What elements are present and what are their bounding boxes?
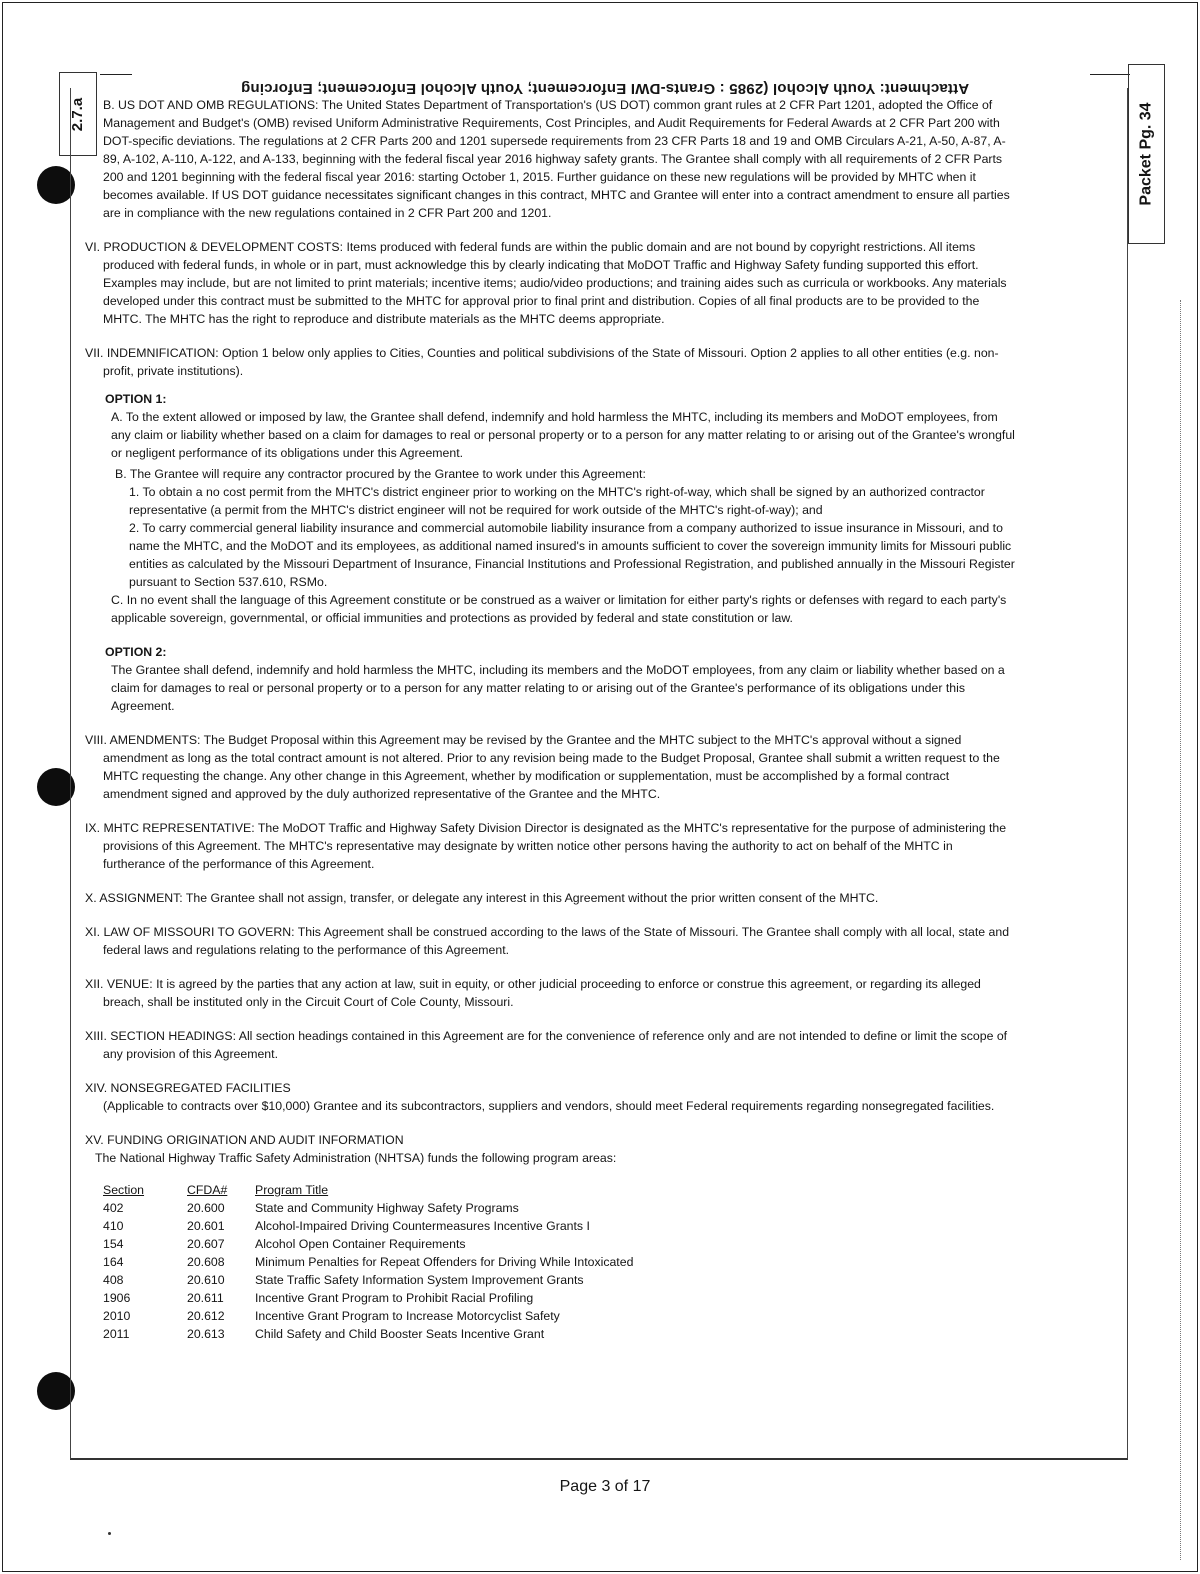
table-cell-program: Minimum Penalties for Repeat Offenders for Driving While Intoxicated bbox=[255, 1255, 634, 1269]
table-cell-cfda: 20.608 bbox=[187, 1255, 225, 1269]
option-1-title: OPTION 1: bbox=[105, 392, 167, 406]
table-header-row bbox=[103, 1181, 633, 1199]
section-vii-indemnification bbox=[85, 344, 1015, 715]
section-viii-amendments: VIII. AMENDMENTS: The Budget Proposal within this Agreement may be revised by the Grantee and the MHTC subject to the MHTC's approval without a signed amendment as long as the total contract amount is not altered. Prior to any revision being made to the Budget Proposal, Grantee shall submit a written request to the MHTC requesting the change. Any other change in this Agreement, whether by modification or supplementation, must be accomplished by a formal contract amendment signed and approved by the duly authorized representative of the Grantee and the MHTC. bbox=[85, 733, 1000, 801]
section-xiii-headings: XIII. SECTION HEADINGS: All section headings contained in this Agreement are for the convenience of reference only and are not intended to define or limit the scope of any provision of this Agreement. bbox=[85, 1029, 1008, 1061]
table-cell-cfda: 20.600 bbox=[187, 1201, 225, 1215]
section-xiv-nonsegregated bbox=[85, 1079, 1015, 1115]
option-1-b-1: 1. To obtain a no cost permit from the MHTC's district engineer prior to working on the MHTC's right-of-way, which shall be signed by an authorized contractor representative (a permit from the MHTC's district engineer will not be required for work outside of the MHTC's right-of-way); and bbox=[129, 485, 985, 517]
table-row bbox=[103, 1325, 633, 1343]
table-cell-cfda: 20.607 bbox=[187, 1237, 225, 1251]
table-cell-cfda: 20.613 bbox=[187, 1327, 225, 1341]
table-cell-section: 410 bbox=[103, 1219, 124, 1233]
table-cell-section: 402 bbox=[103, 1201, 124, 1215]
table-cell-cfda: 20.610 bbox=[187, 1273, 225, 1287]
option-2-title: OPTION 2: bbox=[105, 645, 167, 659]
section-ix-representative: IX. MHTC REPRESENTATIVE: The MoDOT Traffic and Highway Safety Division Director is designated as the MHTC's representative for the purpose of administering the provisions of this Agreement. The MHTC's representative may designate by written notice other persons having the authority to act on behalf of the MHTC in furtherance of the performance of this Agreement. bbox=[85, 821, 1007, 871]
table-row bbox=[103, 1199, 633, 1217]
scan-edge-dots bbox=[1180, 300, 1186, 1560]
agenda-item-label: 2.7.a bbox=[69, 97, 87, 131]
table-cell-program: Child Safety and Child Booster Seats Incentive Grant bbox=[255, 1327, 545, 1341]
option-1-c: C. In no event shall the language of this Agreement constitute or be construed as a waiver or limitation for either party's rights or defenses with regard to each party's applicable sovereign, governmental, or official immunities and protections as provided by federal and state constitution or law. bbox=[111, 593, 1007, 625]
header-rule-left bbox=[100, 74, 132, 75]
table-cell-program: Alcohol-Impaired Driving Countermeasures Incentive Grants I bbox=[255, 1219, 590, 1233]
table-cell-program: State Traffic Safety Information System Improvement Grants bbox=[255, 1273, 584, 1287]
funding-table bbox=[103, 1181, 633, 1343]
section-x-assignment: X. ASSIGNMENT: The Grantee shall not assign, transfer, or delegate any interest in this Agreement without the prior written consent of the MHTC. bbox=[85, 891, 879, 905]
option-1-b: B. The Grantee will require any contractor procured by the Grantee to work under this Agreement: bbox=[115, 467, 646, 481]
table-cell-section: 154 bbox=[103, 1237, 124, 1251]
section-xv-funding bbox=[85, 1131, 1015, 1343]
option-2-body: The Grantee shall defend, indemnify and hold harmless the MHTC, including its members and the MoDOT employees, from any claim or liability whether based on a claim for damages to real or personal property or to a person for any matter relating to or arising out of the Grantee's performance of its obligations under this Agreement. bbox=[111, 663, 1005, 713]
table-cell-section: 2011 bbox=[103, 1327, 130, 1341]
table-cell-cfda: 20.601 bbox=[187, 1219, 225, 1233]
table-cell-program: Incentive Grant Program to Prohibit Racial Profiling bbox=[255, 1291, 534, 1305]
table-header-program-title: Program Title bbox=[255, 1183, 329, 1197]
table-header-section: Section bbox=[103, 1183, 145, 1197]
section-v-b-regulations: B. US DOT AND OMB REGULATIONS: The United States Department of Transportation's (US DOT) common grant rules at 2 CFR Part 1201, adopted the Office of Management and Budget's (OMB) revised Uniform Administrative Requirements, Cost Principles, and Audit Requirements for Federal Awards at 2 CFR Part 200 with DOT-specific deviations. The regulations at 2 CFR Parts 200 and 1201 supersede requirements from 23 CFR Parts 18 and 19 and OMB Circulars A-21, A-50, A-87, A-89, A-102, A-110, A-122, and A-133, beginning with the federal fiscal year 2016 highway safety grants. The Grantee shall comply with all requirements of 2 CFR Parts 200 and 1201 beginning with the federal fiscal year 2016: starting October 1, 2015. Further guidance on these new regulations will be provided by MHTC when it becomes available. If US DOT guidance necessitates significant changes in this contract, MHTC and Grantee will enter into a contract amendment to ensure all parties are in compliance with the new regulations contained in 2 CFR Part 200 and 1201. bbox=[103, 98, 1010, 220]
table-cell-program: Incentive Grant Program to Increase Motorcyclist Safety bbox=[255, 1309, 560, 1323]
attachment-header-banner: Attachment: Youth Alcohol (2985 : Grants-DWI Enforcement; Youth Alcohol Enforcement; Enforcing bbox=[240, 80, 970, 97]
header-rule-right bbox=[1090, 74, 1130, 75]
table-cell-section: 1906 bbox=[103, 1291, 131, 1305]
document-body bbox=[85, 96, 1015, 1359]
page-number-footer: Page 3 of 17 bbox=[559, 1478, 651, 1495]
table-row bbox=[103, 1235, 633, 1253]
packet-page-tab bbox=[1128, 64, 1165, 244]
scan-speck bbox=[108, 1532, 111, 1535]
table-cell-section: 2010 bbox=[103, 1309, 131, 1323]
section-xv-title: XV. FUNDING ORIGINATION AND AUDIT INFORMATION bbox=[85, 1133, 404, 1147]
table-row bbox=[103, 1217, 633, 1235]
section-xiv-body: (Applicable to contracts over $10,000) Grantee and its subcontractors, suppliers and vendors, should meet Federal requirements regarding nonsegregated facilities. bbox=[103, 1099, 995, 1113]
section-xv-body: The National Highway Traffic Safety Administration (NHTSA) funds the following program areas: bbox=[95, 1151, 617, 1165]
table-header-cfda: CFDA# bbox=[187, 1183, 228, 1197]
table-cell-cfda: 20.611 bbox=[187, 1291, 224, 1305]
section-xi-law: XI. LAW OF MISSOURI TO GOVERN: This Agreement shall be construed according to the laws of the State of Missouri. The Grantee shall comply with all local, state and federal laws and regulations relating to the performance of this Agreement. bbox=[85, 925, 1010, 957]
option-1-b-2: 2. To carry commercial general liability insurance and commercial automobile liability insurance from a company authorized to issue insurance in Missouri, and to name the MHTC, and the MoDOT and its employees, as additional named insured's in amounts sufficient to cover the sovereign immunity limits for Missouri public entities as calculated by the Missouri Department of Insurance, Financial Institutions and Professional Registration, and published annually in the Missouri Register pursuant to Section 537.610, RSMo. bbox=[129, 521, 1015, 589]
table-cell-section: 164 bbox=[103, 1255, 124, 1269]
table-cell-cfda: 20.612 bbox=[187, 1309, 225, 1323]
section-vi-production-costs: VI. PRODUCTION & DEVELOPMENT COSTS: Items produced with federal funds are within the public domain and are not bound by copyright restrictions. All items produced with federal funds, in whole or in part, must acknowledge this by clearly indicating that MoDOT Traffic and Highway Safety funding supported this effort. Examples may include, but are not limited to print materials; incentive items; audio/video productions; and training aides such as curricula or workbooks. Any materials developed under this contract must be submitted to the MHTC for approval prior to final print and distribution. Copies of all final products are to be provided to the MHTC. The MHTC has the right to reproduce and distribute materials as the MHTC deems appropriate. bbox=[85, 240, 1007, 326]
table-row bbox=[103, 1271, 633, 1289]
table-cell-program: State and Community Highway Safety Programs bbox=[255, 1201, 519, 1215]
section-vii-intro: VII. INDEMNIFICATION: Option 1 below only applies to Cities, Counties and political subdivisions of the State of Missouri. Option 2 applies to all other entities (e.g. non-profit, private institutions). bbox=[85, 346, 999, 378]
table-row bbox=[103, 1253, 633, 1271]
section-xii-venue: XII. VENUE: It is agreed by the parties that any action at law, suit in equity, or other judicial proceeding to enforce or construe this agreement, or regarding its alleged breach, shall be instituted only in the Circuit Court of Cole County, Missouri. bbox=[85, 977, 981, 1009]
table-row bbox=[103, 1289, 633, 1307]
table-cell-section: 408 bbox=[103, 1273, 124, 1287]
table-row bbox=[103, 1307, 633, 1325]
section-xiv-title: XIV. NONSEGREGATED FACILITIES bbox=[85, 1081, 291, 1095]
table-cell-program: Alcohol Open Container Requirements bbox=[255, 1237, 466, 1251]
packet-page-label: Packet Pg. 34 bbox=[1137, 102, 1155, 206]
option-1-a: A. To the extent allowed or imposed by law, the Grantee shall defend, indemnify and hold harmless the MHTC, including its members and MoDOT employees, from any claim or liability whether based on a claim for damages to real or personal property or to a person for any matter relating to or arising out of the Grantee's wrongful or negligent performance of its obligations under this Agreement. bbox=[111, 410, 1015, 460]
